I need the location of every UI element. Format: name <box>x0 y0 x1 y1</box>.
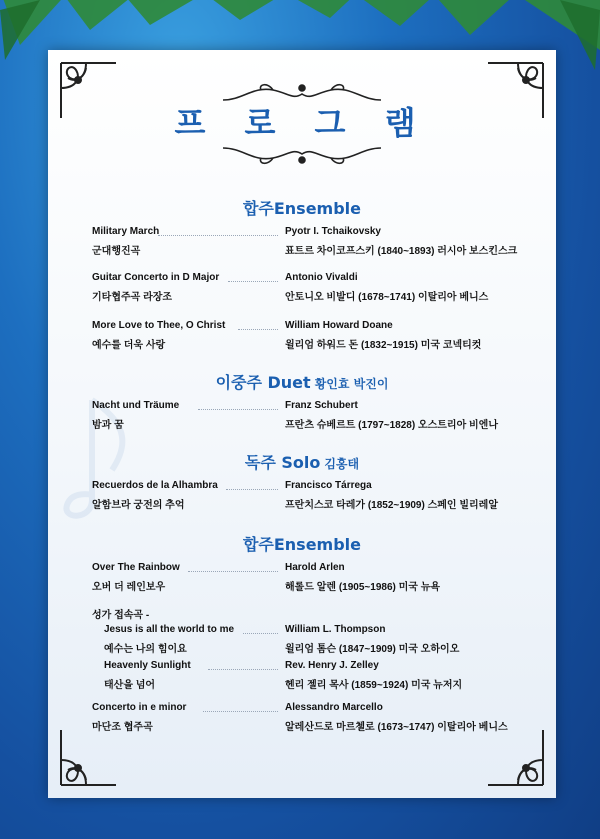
dotted-leader <box>238 329 278 330</box>
piece-title-kr: 예수는 나의 힘이요 <box>104 644 187 655</box>
dotted-leader <box>188 571 278 572</box>
medley-label: 성가 접속곡 - <box>92 610 150 621</box>
piece-row <box>48 416 556 432</box>
piece-title-kr: 군대행진곡 <box>92 246 141 257</box>
section-title: 합주Ensemble <box>242 199 362 218</box>
composer-kr: 헨리 젤리 목사 (1859~1924) 미국 뉴저지 <box>285 680 463 691</box>
composer-kr: 알레산드로 마르첼로 (1673~1747) 이탈리아 베니스 <box>285 722 508 733</box>
piece-row <box>48 624 556 640</box>
piece-row <box>48 400 556 416</box>
section-title: 이중주 Duet <box>215 373 311 392</box>
piece-row <box>48 640 556 656</box>
composer-kr: 해롤드 알렌 (1905~1986) 미국 뉴욕 <box>285 582 441 593</box>
piece-row <box>48 578 556 594</box>
composer-en: Alessandro Marcello <box>285 702 383 713</box>
performers: 김홍태 <box>324 457 360 471</box>
piece-row <box>48 226 556 242</box>
piece-title-kr: 기타협주곡 라장조 <box>92 292 173 303</box>
piece-row <box>48 480 556 496</box>
piece-row <box>48 496 556 512</box>
piece-title-en: Guitar Concerto in D Major <box>92 272 220 283</box>
dotted-leader <box>208 669 278 670</box>
piece-title-kr: 태산을 넘어 <box>104 680 156 691</box>
section-heading <box>48 196 556 219</box>
piece-row <box>48 676 556 692</box>
composer-kr: 안토니오 비발디 (1678~1741) 이탈리아 베니스 <box>285 292 489 303</box>
piece-title-kr: 알함브라 궁전의 추억 <box>92 500 185 511</box>
composer-kr: 프란츠 슈베르트 (1797~1828) 오스트리아 비엔나 <box>285 420 499 431</box>
section-title: 합주Ensemble <box>242 535 362 554</box>
piece-row <box>48 288 556 304</box>
program-sheet <box>48 50 556 798</box>
composer-kr: 윌리엄 하워드 돈 (1832~1915) 미국 코넥티컷 <box>285 340 482 351</box>
piece-title-en: Military March <box>92 226 160 237</box>
piece-row <box>48 320 556 336</box>
dotted-leader <box>203 711 278 712</box>
dotted-leader <box>226 489 278 490</box>
composer-en: Rev. Henry J. Zelley <box>285 660 379 671</box>
piece-row <box>48 718 556 734</box>
piece-title-en: Jesus is all the world to me <box>104 624 235 635</box>
piece-title-en: Recuerdos de la Alhambra <box>92 480 218 491</box>
performers: 황인효 박진이 <box>314 377 389 391</box>
composer-kr: 윌리엄 톰슨 (1847~1909) 미국 오하이오 <box>285 644 460 655</box>
piece-title-en: Nacht und Träume <box>92 400 180 411</box>
section-heading <box>48 370 556 393</box>
piece-row <box>48 702 556 718</box>
title-ornament-icon <box>213 142 391 168</box>
section-title: 독주 Solo <box>244 453 321 472</box>
composer-en: Antonio Vivaldi <box>285 272 358 283</box>
piece-title-en: Over The Rainbow <box>92 562 180 573</box>
piece-title-kr: 예수를 더욱 사랑 <box>92 340 166 351</box>
piece-row <box>48 660 556 676</box>
dotted-leader <box>198 409 278 410</box>
piece-title-en: Concerto in e minor <box>92 702 187 713</box>
piece-title-kr: 밤과 꿈 <box>92 420 124 431</box>
composer-en: Harold Arlen <box>285 562 345 573</box>
section-heading <box>48 450 556 473</box>
piece-title-kr: 오버 더 레인보우 <box>92 582 166 593</box>
piece-title-en: More Love to Thee, O Christ <box>92 320 226 331</box>
page-title: 프 로 그 램 <box>174 104 430 142</box>
piece-row <box>48 336 556 352</box>
dotted-leader <box>228 281 278 282</box>
medley-label-row <box>48 606 556 622</box>
composer-en: William L. Thompson <box>285 624 386 635</box>
piece-row <box>48 242 556 258</box>
piece-title-en: Heavenly Sunlight <box>104 660 191 671</box>
piece-title-kr: 마단조 협주곡 <box>92 722 153 733</box>
composer-en: Francisco Tárrega <box>285 480 372 491</box>
composer-en: Pyotr I. Tchaikovsky <box>285 226 381 237</box>
dotted-leader <box>243 633 278 634</box>
composer-en: Franz Schubert <box>285 400 358 411</box>
piece-row <box>48 562 556 578</box>
dotted-leader <box>158 235 278 236</box>
composer-en: William Howard Doane <box>285 320 393 331</box>
section-heading <box>48 532 556 555</box>
piece-row <box>48 272 556 288</box>
composer-kr: 프란치스코 타레가 (1852~1909) 스페인 빌리레알 <box>285 500 499 511</box>
composer-kr: 표트르 차이코프스키 (1840~1893) 러시아 보스킨스크 <box>285 246 518 257</box>
